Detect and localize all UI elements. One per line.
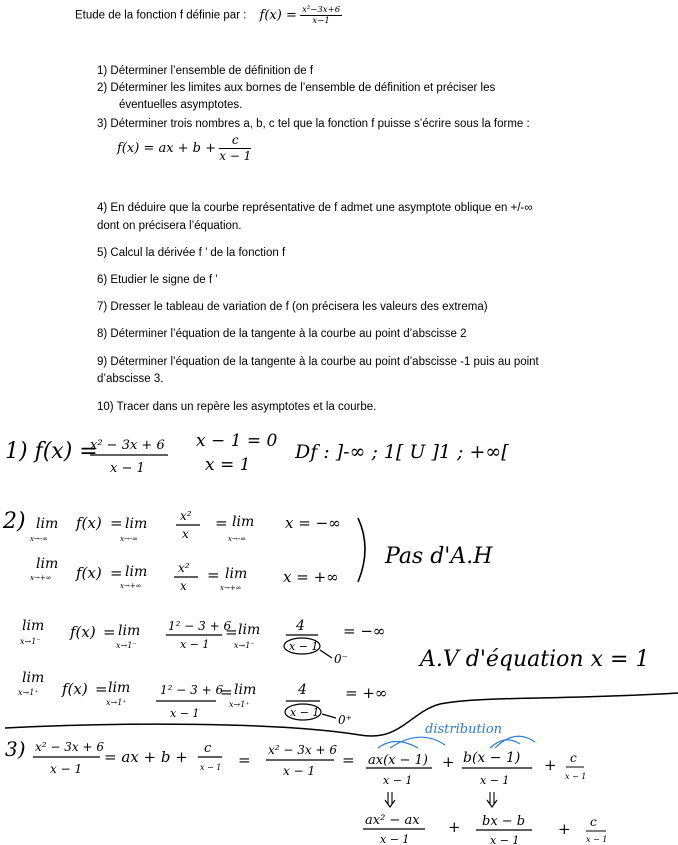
s3-distribution-arc-1 (378, 742, 418, 749)
s2-lim-4a: lim (22, 670, 45, 686)
s2-lim-3a: lim (22, 618, 45, 634)
fx-label: f(x) = (259, 7, 297, 23)
question-8: 8) Déterminer l’équation de la tangente à la courbe au point d’abscisse 2 (97, 328, 467, 340)
s2-sub-3b: x→1⁻ (116, 641, 137, 650)
question-9-line2: d’abscisse 3. (97, 373, 164, 385)
s3-denominator-2: x − 1 (283, 764, 316, 778)
s2-sub-1b: x→-∞ (120, 535, 139, 543)
s2-sub-1c: x→-∞ (228, 535, 247, 543)
s2-num-3: 1² − 3 + 6 (168, 619, 232, 633)
s3-distribution-arc-4 (495, 736, 535, 748)
s2-lim-2a: lim (36, 556, 59, 572)
s2-no-horizontal-asymptote: Pas d'A.H (385, 544, 493, 569)
s2-fx-3: f(x) (70, 623, 96, 641)
s3-bx-denominator: x − 1 (490, 834, 520, 845)
question-2-line2: éventuelles asymptotes. (119, 99, 243, 111)
s3-b-numerator: b(x − 1) (463, 750, 521, 766)
s3-plus-4: + (558, 820, 571, 838)
s3-ax2-denominator: x − 1 (380, 833, 410, 845)
s3-rhs: = ax + b + (104, 748, 188, 766)
s2-lim-4b: lim (108, 680, 131, 696)
s2-zero-minus: 0⁻ (334, 652, 348, 666)
s3-b-denominator: x − 1 (480, 774, 510, 787)
s3-eq-1: = (238, 751, 251, 769)
s2-sub-4b: x→1⁺ (106, 698, 127, 707)
s2-eq-4b: = (220, 683, 233, 701)
s2-sub-4a: x→1⁺ (18, 688, 39, 697)
question-6: 6) Etudier le signe de f ’ (97, 274, 218, 286)
title-text: Etude de la fonction f définie par : (75, 9, 247, 22)
s2-eq-1a: = (110, 514, 123, 532)
s3-c-den: x − 1 (200, 763, 222, 772)
s3-plus-3: + (448, 818, 461, 836)
s2-x-1: x (182, 527, 189, 541)
s3-distribution-arc-3 (490, 740, 520, 748)
s2-result-3: = −∞ (343, 622, 386, 640)
s2-sub-2b: x→+∞ (120, 582, 142, 590)
s1-domain: Df : ]-∞ ; 1[ U ]1 ; +∞[ (295, 441, 509, 463)
s2-result-2: x = +∞ (283, 568, 339, 586)
s3-c-2: c (570, 751, 577, 765)
s3-a-denominator: x − 1 (383, 774, 413, 787)
s2-sub-2c: x→+∞ (220, 584, 242, 592)
q3-lhs: f(x) = ax + b + (117, 141, 217, 156)
s2-fx-1: f(x) (76, 514, 102, 532)
question-5: 5) Calcul la dérivée f ’ de la fonction f (97, 247, 286, 259)
s2-result-4: = +∞ (345, 684, 388, 702)
s3-arrow-down-2 (487, 792, 497, 807)
s2-x-2: x (180, 579, 187, 593)
s2-sub-2a: x→+∞ (30, 574, 52, 582)
s2-sub-3c: x→1⁻ (234, 641, 255, 650)
s2-fx-2: f(x) (76, 564, 102, 582)
s2-sub-1a: x→-∞ (30, 535, 49, 543)
s3-label: 3) (5, 737, 26, 761)
question-2-line1: 2) Déterminer les limites aux bornes de l’ensemble de définition et préciser les (97, 82, 496, 94)
s2-den-4: x − 1 (170, 707, 200, 720)
s2-zero-plus: 0⁺ (338, 713, 352, 727)
s2-eq-3b: = (225, 623, 238, 641)
s3-numerator-2: x² − 3x + 6 (268, 743, 337, 757)
s2-fx-4: f(x) (62, 680, 88, 698)
s1-denominator: x − 1 (110, 461, 145, 476)
question-4-line2: dont on précisera l’équation. (97, 220, 242, 232)
question-10: 10) Tracer dans un repère les asymptotes et la courbe. (97, 401, 377, 413)
s2-sub-3a: x→1⁻ (20, 637, 41, 646)
s2-lim-1c: lim (232, 514, 255, 530)
s2-lim-1a: lim (36, 516, 59, 532)
s2-den-4b: x − 1 (290, 706, 320, 719)
q3-denominator: x − 1 (219, 149, 252, 163)
s3-numerator: x² − 3x + 6 (35, 740, 104, 754)
s2-lim-3b: lim (118, 623, 141, 639)
s2-lim-1b: lim (125, 516, 148, 532)
s3-ax2-numerator: ax² − ax (365, 813, 420, 828)
s3-distribution-label: distribution (425, 722, 503, 737)
s2-lim-2b: lim (125, 564, 148, 580)
s3-bx-numerator: bx − b (482, 814, 526, 829)
question-7: 7) Dresser le tableau de variation de f (on précisera les valeurs des extrema) (97, 301, 488, 313)
question-3: 3) Déterminer trois nombres a, b, c tel que la fonction f puisse s’écrire sous la forme : (97, 118, 530, 130)
s2-arrow-4 (322, 714, 336, 718)
s2-four-4: 4 (298, 682, 307, 698)
s1-equation-2: x = 1 (205, 455, 251, 475)
s3-distribution-arc-2 (390, 737, 445, 748)
s2-label: 2) (3, 509, 26, 534)
header-numerator: x²−3x+6 (302, 5, 341, 15)
s2-lim-4c: lim (234, 682, 257, 698)
s3-c-3: c (590, 815, 597, 829)
question-4-line1: 4) En déduire que la courbe représentative de f admet une asymptote oblique en +/-∞ (97, 202, 533, 214)
s3-c-den-2: x − 1 (565, 772, 587, 781)
s2-lim-2c: lim (225, 566, 248, 582)
s2-lim-3c: lim (238, 622, 261, 638)
s3-denominator: x − 1 (50, 762, 83, 776)
s3-arrow-down-1 (385, 792, 395, 807)
s2-sub-4c: x→1⁺ (229, 700, 250, 709)
s3-plus-1: + (442, 753, 455, 771)
s2-eq-2a: = (110, 564, 123, 582)
s2-brace (358, 518, 365, 582)
s2-x2-2: x² (178, 561, 190, 575)
s2-four-3: 4 (296, 618, 305, 634)
header-denominator: x−1 (312, 16, 330, 26)
s2-eq-3a: = (103, 623, 116, 641)
s3-plus-2: + (544, 756, 557, 774)
s2-eq-1b: = (215, 514, 228, 532)
question-1: 1) Déterminer l’ensemble de définition de f (97, 65, 314, 77)
s2-arrow-3 (320, 650, 332, 658)
q3-numerator: c (219, 133, 251, 149)
s2-x2-1: x² (180, 509, 192, 523)
s2-eq-2b: = (207, 566, 220, 584)
s3-eq-2: = (342, 751, 355, 769)
s2-result-1: x = −∞ (285, 514, 341, 532)
s3-c: c (204, 741, 212, 756)
s1-label: 1) f(x) = (5, 439, 98, 464)
s3-c-den-3: x − 1 (586, 835, 608, 844)
s3-a-numerator: ax(x − 1) (368, 753, 428, 768)
question-9-line1: 9) Déterminer l’équation de la tangente à la courbe au point d’abscisse -1 puis au point (97, 356, 539, 368)
s2-den-3b: x − 1 (289, 640, 319, 653)
s2-num-4: 1² − 3 + 6 (160, 683, 224, 697)
s2-den-3: x − 1 (180, 638, 210, 651)
s1-equation-1: x − 1 = 0 (196, 431, 278, 451)
s2-eq-4a: = (95, 680, 108, 698)
s1-numerator: x² − 3x + 6 (90, 438, 165, 453)
s2-vertical-asymptote: A.V d'équation x = 1 (420, 647, 650, 672)
